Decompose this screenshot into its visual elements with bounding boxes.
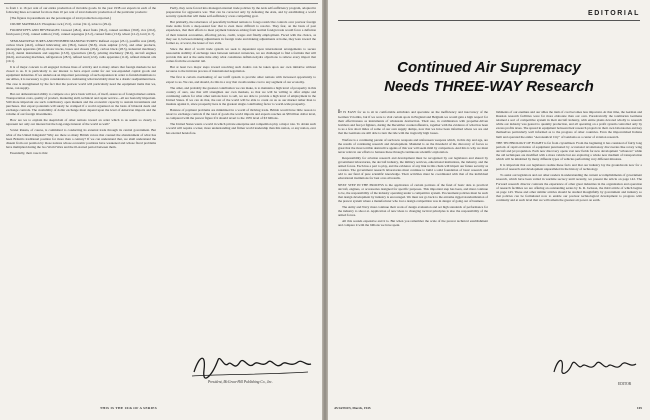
paragraph: Responsibility for aviation research and development must be recognized by our legislators and shared by government laboratories, the aircraft industry, the military services, educational institutions, the industry, and the armed forces. Each has a part to play, and the evidence of any link in this chain will impair our future security as a nation. The government research laboratories must continue to build a solid foundation of basic research and add to our fund of pure scientific knowledge. Their activities must be coordinated with that of the individual educational institutions for best over-all results. — [338, 155, 488, 181]
paragraph: Partly, they were forced into managed external trade policies by the Axis self-sufficiency program, adopted in preparation for aggressive war. That can be corrected only by defeating the Axis, and by establishing a world security system that will make self-sufficiency a less compelling goal. — [166, 6, 316, 19]
paragraph: (The figures in parenthesis are the percentages of total production exported.) — [10, 16, 111, 21]
paragraph: IT IS EASY for us to sit in comfortable armchairs and speculate on the inefficiency and inaccuracy of the German V-bombs, but if we were to visit certain spots in England and Belgium we would gain a high respect for their effectiveness as instruments of wholesale destruction. Their use, in combination with propeller-driven bombers and fast jet fighters, during the December counteroffensive, together with the evidence of what has been to us a few short miles of some of our own supply dumps, now that we have been informed where we are and that the Germans are still able to turn the tide with the tragically high losses. — [338, 110, 488, 136]
paragraph: Warfare is a continuing parade of such new weapons and unforeseen weapons which, in this day and age, are the results of continuing research and development. Mankind is on the threshold of the discovery of forces so great that the most terrible destructive agents of this war will seem mild by comparison. And this is why we must never relax in our efforts to harness these through continuous scientific exploration. — [338, 137, 488, 154]
paragraph: All this sounds expensive and it is. But when you remember the scale of the prewar technical establishment and compare it with the billions we have spent. — [338, 219, 488, 228]
paragraph: The United States wants a world in which private enterprise and competition play a major role. To obtain such a world will require a wiser, more understanding and firmer world leadership than this nation, or any nation, ever has exerted heretofore. — [166, 122, 316, 135]
publisher-caption: President, McGraw-Hill Publishing Co., Inc. — [208, 380, 273, 384]
paragraph: But at least two major steps toward resolving such doubts can be taken upon our own initiative without recourse to the intricate process of international negotiation. — [166, 65, 316, 74]
paragraph: FOODSTUFFS AND BEVERAGES: Linseed (48.4), dried fruits (36.2), canned sardines (39.8), rice (20.2), fresh pears (15.9), canned salmon (13.6), canned asparagus (13.2), canned fruits (13.6), wheat (12.2), lard (11.7). — [6, 28, 156, 37]
paragraph: SEMI-MANUFACTURES AND FINISHED MANUFACTURES: Refined copper (23.1), paraffin wax (46.8), carbon black (44.0), refined lubricating oils (38.2), benzol (30.8), crude sulphur (15.5), and other products, phonograph apparatus (20.4), motor trucks, buses and chassis (28.4), carbon black (28.5), industrial machinery (14.2), dental instruments and supplies (13.8), typewriters (46.3), printing machinery (30.6), aircraft engines (64.6), and sewing machines, refrigerators (28.5), refined lead (12.0), radio apparatus (11.6), refined mineral oils (10.1). — [6, 38, 156, 64]
paragraph: But our demonstrated ability to compete on a price basis will not, of itself, assure us of foreign market outlets. Transportation costs, quality of product, marketing skill, technical and repair service—all are basically important. Still more important are such contributory open markets and the economic capacity to sustain investments and purchases. Our export potentials will surely be cramped if a world organized on the basis of bilateral deals and exchange controls. The availability of dollar exchange must depend upon the level of American imports and the volume of our foreign investments. — [6, 91, 156, 117]
section-rubric: EDITORIAL — [588, 10, 640, 17]
paragraph: The first is certain overhauling of our tariff system to provide other nations with increased opportunity to export to us. We can, and should, do this in a way that avoids undue cost to any segment of our economy. — [166, 75, 316, 84]
left-column-1 — [6, 6, 156, 157]
paragraph: Balance of payment problems are minimized in a world of thriving trade. British would have little reason to resort to exchange controls if the total of goods the world imports and exports reaches an $8 billion dollar level, as compared with the prewar figure if it should revert to the 1935 level of $3 billions. — [166, 108, 316, 121]
page-number: 105 — [636, 406, 642, 410]
top-rule — [4, 3, 318, 4]
title-line-1: Continued Air Supremacy — [397, 59, 581, 76]
paragraph: to from 1 to 16 per cent of our entire production of movable goods. In the year 1938 our exports in each of the following lines accounted for more than 10 per cent of total domestic production of the particular products: — [6, 6, 156, 15]
issue-label: AVIATION, March, 1945 — [334, 406, 371, 410]
right-page — [328, 0, 650, 420]
paragraph: NEXT STEP IN THE PROCESS is the application of certain portions of the fund of basic data to practical aircraft, engines, or accessories designed for specific purposes. This important step has been, and must continue to be, the responsibility of the industry operating under a competitive system. Procurement policies must be such that design development by industry is encouraged. We must not go back to the extreme rigged standardization of the prewar system where a manufacturer who lost a design competition was in danger of going out of business. — [338, 182, 488, 203]
article-title — [348, 58, 630, 96]
paragraph: The Army and Navy must continue their work of design evaluation and set high standards of performance for the industry to shoot at. Application of new ideas to changing tactical principles is also the responsibility of the armed forces. — [338, 204, 488, 218]
editor-caption: EDITOR — [618, 382, 632, 386]
paragraph: The other, and probably the greatest contribution we can make, is to maintain a high level of prosperity in this country of ours, one that will strengthen our own markets, so that we will be willing to offer ample and continuing outlets for what other nations have to sell, we are able to provide a high level of employment in the United States. If we can do that, the rest of the world will be able to count on us as our market rather than to insulate against it, since prosperity here is the greatest single contributing factor to world-wide prosperity. — [166, 85, 316, 106]
paragraph: Essentially, their case is this: — [10, 150, 48, 155]
title-line-2: Needs THREE-WAY Research — [384, 78, 594, 95]
mcgraw-signature-image — [190, 350, 315, 380]
left-page — [0, 0, 322, 420]
editor-signature-image — [550, 352, 640, 380]
right-column-2 — [496, 110, 642, 204]
paragraph: Soviet Russia, of course, is committed to conducting its external trade through its central government. But what of the United Kingdom? Why are there so many British voices that counsel the abandonment of what has been Britain's traditional position for more than a century? If we can understand that, we shall understand the dissent from our position by those nations whose economic positions have weakened and whose fiscal problems have multiplied during the two World Wars and the ill-starred period between them. — [6, 128, 156, 149]
paragraph: THE TECHNOLOGY OF FLIGHT is far from crystallized. From the beginning it has consisted of fairly long periods of rapid evolution of equipment punctuated by occasional revolutionary discoveries like rotary wing aircraft and jet propulsion. Each new discovery opens vast new fields for new development "advances" while the old techniques are modified with a more vehicle but are exploring a whole new medium of transportation which will be inhabited by many different types of vehicles performing very different missions. — [496, 140, 642, 162]
rubric-rule — [338, 20, 640, 21]
paragraph: How are we to explain the skepticism of other nations toward an order which to us seems so clearly to represent not only our interest but the long-range interest of the world as well? — [6, 118, 156, 127]
left-column-2 — [166, 6, 316, 137]
paragraph: CRUDE MATERIALS: Phosphate rock (15.5), cotton (32.1), tobacco (29.4). — [10, 22, 112, 27]
series-footer: THIS IS THE 10th OF A SERIES — [100, 406, 158, 410]
paragraph: It is of major concern to all engaged in these lines of activity and to many others that foreign markets be not closed to us. It is particularly to our interest to have export outlet for our war-expanded capital goods and equipment industries. If we undertook an important percentage of such expansion in order to furnish munitions to our Allies, it is necessary to give consideration to cushioning what inevitably must be a drastic readjustment here. The case is strengthened by the fact that the postwar world will particularly need the equipment items that we, alone, can supply. — [6, 65, 156, 90]
paragraph: It is important that our legislators realize these facts and that our industry lay the groundwork now for a period of research and development unparalleled in the history of technology. — [496, 163, 642, 172]
paragraph: But primarily, the reluctance of peacefully inclined nations to forego restrictive controls over postwar foreign trade stems from a deep-seated fear that is even more difficult to resolve. They fear, on the basis of past experience, that their efforts to meet payment balances arising from normal foreign trade would force a deflation of their internal economies, affecting prices, credit, wages and finally employment. Faced with the choice, as they see it, between making adjustments in foreign trade and making adjustments at home, they lean toward the former as, at worst, the lesser of two evils. — [166, 20, 316, 45]
paragraph: Since the kind of world trade system we seek is dependent upon international arrangements to secure reasonable stability of exchange rates between national currencies, we are challenged to find a formula that will provide this and at the same time allay what constitutes deflation-hydra objections to relieve every import that comes from the economic tail. — [166, 46, 316, 64]
right-column-1 — [338, 110, 488, 229]
paragraph: To assist our legislators and our other readers in understanding the current accomplishments of government research, which have been veiled in wartime secrecy until recently, we present the article on page 142. The Forward research director contrasts the experience of other great industries in the organization and operation of research facilities we are offering an outstanding series by K. R. Jackson, the third article of which begins on page 143. These and other similar articles should be studied thoughtfully by government and industry so that policies can be formulated now to enable our postwar technological development to progress with continuity and at such level that we will remain the greatest air power on earth. — [496, 173, 642, 202]
paragraph: lishments of our enemies and our allies the item of cost becomes less important. At that time, the German and Russian research facilities were far more elaborate than our own. Paradoxically the totalitarian Germans retained a sort of competitive system in their aircraft industry, with entire plants devoted wholly to research while our industry was geared to quantity production, and all operating on a profit system controlled only by excess profits taxes. The spread in equipment between their research projects in their own laboratories and key themselves particularly well informed as to the progress of other countries. Even the impoverished Italians built and operated the entire "Aeronautical City" of Guidonia as a center of aviation research. — [496, 110, 642, 139]
magazine-footer — [334, 406, 642, 410]
